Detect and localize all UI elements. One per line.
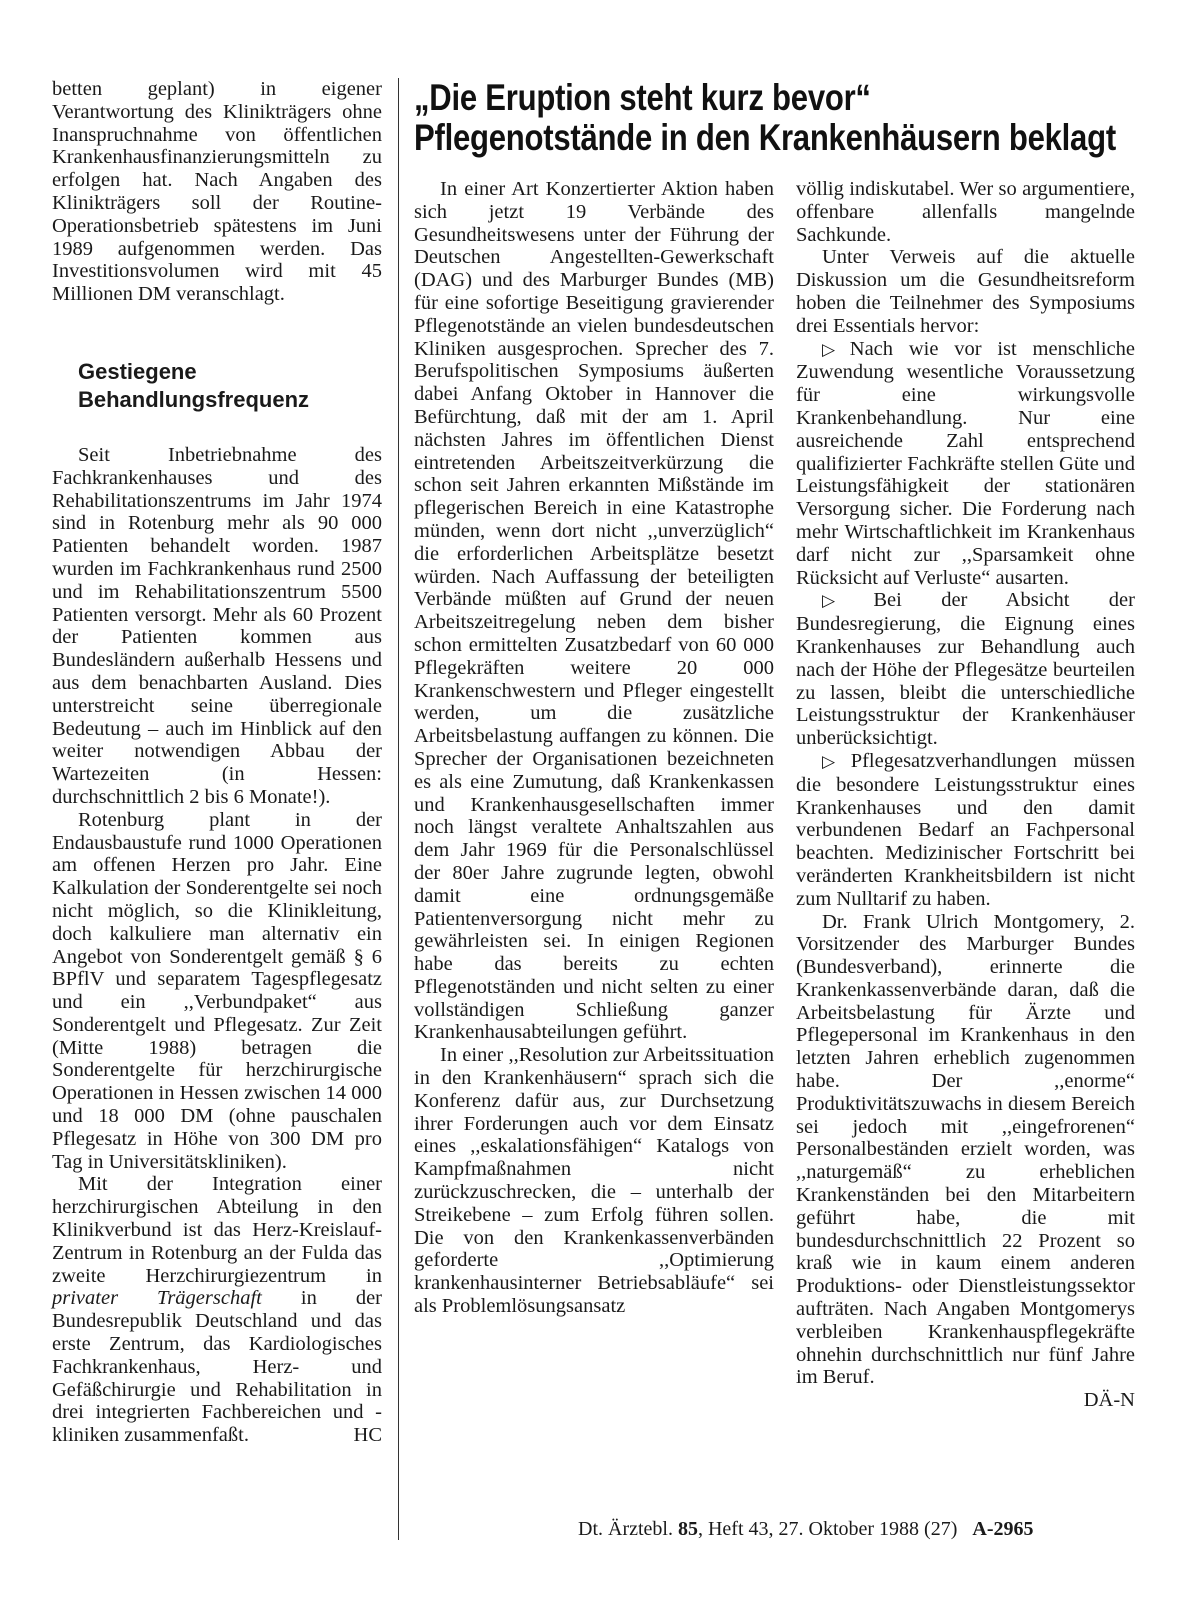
column-divider: [398, 78, 399, 1540]
triangle-bullet-icon: ▷: [822, 591, 870, 612]
middle-column: [414, 178, 774, 1318]
headline-line-1: „Die Eruption steht kurz bevor“: [414, 77, 871, 118]
page-footer: [578, 1518, 1034, 1541]
italic-emphasis: privater Trägerschaft: [52, 1287, 262, 1310]
right-column: [796, 178, 1135, 1412]
section-subheading: [78, 358, 382, 414]
triangle-bullet-icon: ▷: [822, 751, 847, 772]
left-paragraph-2: Seit Inbetriebnahme des Fachkrankenhauses und des Rehabilitationszentrums im Jahr 1974 sind in Rotenburg mehr als 90 000 Patienten behandelt worden. 1987 wurden im Fachkrankenhaus rund 2500 und im Rehabilitationszentrum 5500 Patienten versorgt. Mehr als 60 Prozent der Patienten kommen aus Bundesländern außerhalb Hessens und aus dem benachbarten Ausland. Dies unterstreicht seine überregionale Bedeutung – auch im Hinblick auf den weiter notwendigen Abbau der Wartezeiten (in Hessen: durchschnittlich 2 bis 6 Monate!).: [52, 443, 382, 808]
journal-volume: 85: [677, 1518, 698, 1540]
subheading-line-2: Behandlungsfrequenz: [78, 386, 310, 412]
bullet-item-3: [796, 750, 1135, 911]
bullet-item-1: [796, 338, 1135, 590]
left-paragraph-3: Rotenburg plant in der Endausbaustufe rund 1000 Operationen am offenen Herzen pro Jahr. Eine Kalkulation der Sonderentgelte sei noch nicht möglich, so die Klinikleitung, doch kalkuliere man alternativ ein Angebot von Sonderentgelt gemäß § 6 BPflV und separatem Tagespflegesatz und ein ,,Verbundpaket“ aus Sonderentgelt und Pflegesatz. Zur Zeit (Mitte 1988) betragen die Sonderentgelte für herzchirurgische Operationen in Hessen zwischen 14 000 und 18 000 DM (ohne pauschalen Pflegesatz in Höhe von 300 DM pro Tag in Universitätskliniken).: [52, 808, 382, 1173]
left-paragraph-4: [52, 1173, 382, 1447]
author-signature: DÄ-N: [1083, 1389, 1135, 1412]
left-paragraph-1: betten geplant) in eigener Verantwortung des Klinikträgers ohne Inanspruchnahme von öffentlichen Krankenhausfinanzierungsmitteln zu erfolgen hat. Nach Angaben des Klinikträgers soll der Routine-Operationsbetrieb spätestens im Juni 1989 aufgenommen werden. Das Investitionsvolumen wird mit 45 Millionen DM veranschlagt.: [52, 78, 382, 306]
middle-paragraph-1: In einer Art Konzertierter Aktion haben sich jetzt 19 Verbände des Gesundheitswesens unter der Führung der Deutschen Angestellten-Gewerkschaft (DAG) und des Marburger Bundes (MB) für eine sofortige Beseitigung gravierender Pflegenotstände an vielen bundesdeutschen Kliniken ausgesprochen. Sprecher des 7. Berufspolitischen Symposiums äußerten dabei Anfang Oktober in Hannover die Befürchtung, daß mit der am 1. April nächsten Jahres im öffentlichen Dienst eintretenden Arbeitszeitverkürzung die schon seit Jahren erkannten Mißstände im pflegerischen Bereich in eine Katastrophe münden, wenn dort nicht ,,unverzüglich“ die erforderlichen Arbeitsplätze besetzt würden. Nach Auffassung der beteiligten Verbände müßten auf Grund der neuen Arbeitszeitregelung neben dem bisher schon ermittelten Zusatzbedarf von 60 000 Pflegekräften weitere 20 000 Krankenschwestern und Pfleger eingestellt werden, um die zusätzliche Arbeitsbelastung auffangen zu können. Die Sprecher der Organisationen bezeichneten es als eine Zumutung, daß Krankenkassen und Krankenhausgesellschaften immer noch längst veraltete Anhaltszahlen aus dem Jahr 1969 für die Personalschlüssel der 80er Jahre zugrunde legten, obwohl damit eine ordnungsgemäße Patientenversorgung nicht mehr zu gewährleisten sei. In einigen Regionen habe das bereits zu echten Pflegenotständen und nicht selten zu einer vollständigen Schließung ganzer Krankenhausabteilungen geführt.: [414, 178, 774, 1044]
issue-info: , Heft 43, 27. Oktober 1988 (27): [697, 1518, 958, 1540]
left-column: [52, 78, 382, 1447]
bullet-item-2: [796, 589, 1135, 750]
left-paragraph-4a: Mit der Integration einer herzchirurgischen Abteilung in den Klinikverbund ist das Herz-Kreislauf-Zentrum in Rotenburg an der Fulda das zweite Herzchirurgiezentrum in: [52, 1173, 382, 1287]
left-paragraph-4b: in der Bundesrepublik Deutschland und das erste Zentrum, das Kardiologisches Fachkrankenhaus, Herz- und Gefäßchirurgie und Rehabilitation in drei integrierten Fachbereichen und -kliniken zusammenfaßt.: [52, 1287, 383, 1447]
page-number: A-2965: [972, 1518, 1034, 1540]
bullet-text: Bei der Absicht der Bundesregierung, die Eignung eines Krankenhauses zur Behandlung auch nach der Höhe der Pflegesätze beurteilen zu lassen, bleibt die unterschiedliche Leistungsstruktur der Krankenhäuser unberücksichtigt.: [796, 589, 1135, 750]
headline-line-2: Pflegenotstände in den Krankenhäusern beklagt: [414, 117, 1116, 158]
right-paragraph-3: Dr. Frank Ulrich Montgomery, 2. Vorsitzender des Marburger Bundes (Bundesverband), erinnerte die Krankenkassenverbände daran, daß die Arbeitsbelastung für Ärzte und Pflegepersonal im Krankenhaus in den letzten Jahren erheblich zugenommen habe. Der ,,enorme“ Produktivitätszuwachs in diesem Bereich sei jedoch mit ,,eingefrorenen“ Personalbeständen erzielt worden, was ,,naturgemäß“ zu erheblichen Krankenständen bei den Mitarbeitern geführt habe, die mit bundesdurchschnittlich 22 Prozent so kraß wie in kaum einem anderen Produktions- oder Dienstleistungssektor aufträten. Nach Angaben Montgomerys verbleiben Krankenhauspflegekräfte ohnehin durchschnittlich nur fünf Jahre im Beruf.: [796, 910, 1135, 1389]
author-signature: HC: [353, 1424, 382, 1447]
right-paragraph-1: völlig indiskutabel. Wer so argumentiere, offenbare allenfalls mangelnde Sachkunde.: [796, 178, 1135, 246]
right-paragraph-2: Unter Verweis auf die aktuelle Diskussion um die Gesundheitsreform hoben die Teilnehmer des Symposiums drei Essentials hervor:: [796, 246, 1135, 337]
journal-name: Dt. Ärztebl.: [578, 1518, 673, 1540]
subheading-line-1: Gestiegene: [78, 358, 197, 384]
bullet-text: Pflegesatzverhandlungen müssen die besondere Leistungsstruktur eines Krankenhauses und den damit verbundenen Bedarf an Fachpersonal beachten. Medizinischer Fortschritt bei veränderten Krankheitsbildern ist nicht zum Nulltarif zu haben.: [796, 749, 1136, 910]
article-headline: [414, 78, 1144, 158]
middle-paragraph-2: In einer ,,Resolution zur Arbeitssituation in den Krankenhäusern“ sprach sich die Konferenz dafür aus, zur Durchsetzung ihrer Forderungen auch vor dem Einsatz eines ,,eskalationsfähigen“ Katalogs von Kampfmaßnahmen nicht zurückzuschrecken, die – unterhalb der Streikebene – zum Erfolg führen sollen. Die von den Krankenkassenverbänden geforderte ,,Optimierung krankenhausinterner Betriebsabläufe“ sei als Problemlösungsansatz: [414, 1044, 774, 1318]
triangle-bullet-icon: ▷: [822, 339, 846, 360]
bullet-text: Nach wie vor ist menschliche Zuwendung wesentliche Voraussetzung für eine wirkungsvolle Krankenbehandlung. Nur eine ausreichende Zahl entsprechend qualifizierter Fachkräfte stellen Güte und Leistungsfähigkeit der stationären Versorgung sicher. Die Forderung nach mehr Wirtschaftlichkeit im Krankenhaus darf nicht zur ,,Sparsamkeit ohne Rücksicht auf Verluste“ ausarten.: [796, 337, 1135, 589]
